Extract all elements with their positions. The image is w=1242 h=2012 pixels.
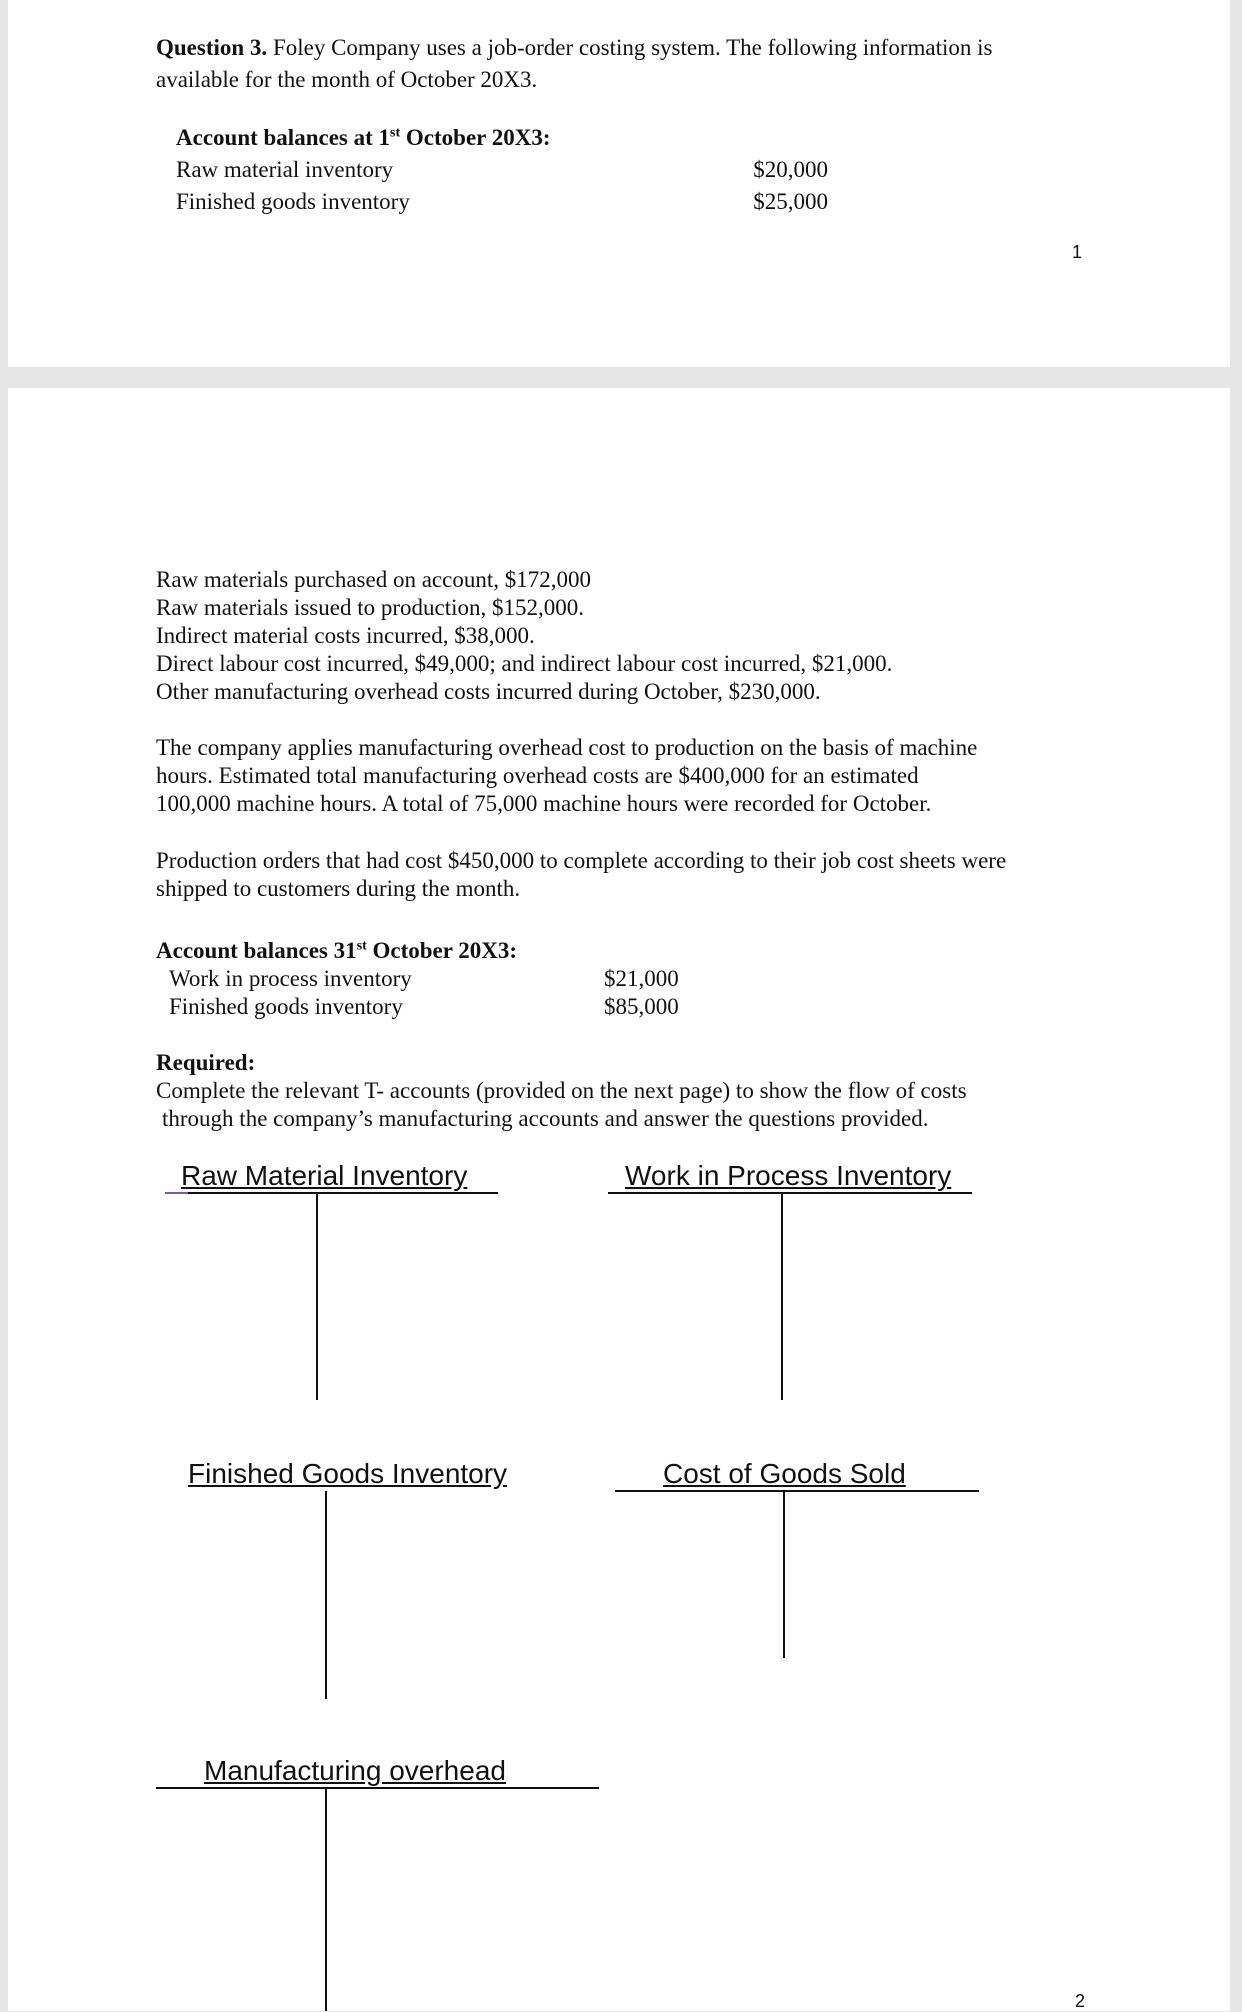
opening-balance-label: Raw material inventory — [176, 157, 394, 182]
opening-balances-heading: Account balances at 1st October 20X3: — [176, 125, 551, 150]
opening-balance-label: Finished goods inventory — [176, 189, 410, 214]
document-page-1 — [8, 0, 1230, 367]
t-account-raw-material-divider — [316, 1194, 318, 1400]
t-account-wip-top-line — [608, 1192, 972, 1194]
intro-text: Foley Company uses a job-order costing system. The following information is — [272, 35, 993, 60]
closing-balances-heading: Account balances 31st October 20X3: — [156, 938, 518, 963]
overhead-paragraph-line: hours. Estimated total manufacturing overhead costs are $400,000 for an estimated — [156, 763, 919, 788]
transaction-line: Indirect material costs incurred, $38,000. — [156, 623, 535, 648]
t-account-overhead-top-line — [156, 1787, 599, 1789]
closing-balance-label: Finished goods inventory — [169, 994, 403, 1019]
question-intro-line-2: available for the month of October 20X3. — [156, 67, 538, 92]
opening-balance-value: $20,000 — [753, 157, 828, 182]
page-number: 2 — [1075, 1991, 1086, 2011]
question-label: Question 3. — [156, 35, 268, 60]
t-account-finished-goods-divider — [325, 1491, 327, 1699]
document-page-2 — [8, 388, 1230, 2011]
t-account-title-finished-goods: Finished Goods Inventory — [188, 1458, 508, 1489]
t-account-title-cogs: Cost of Goods Sold — [663, 1458, 906, 1489]
t-account-title-raw-material: Raw Material Inventory — [181, 1160, 468, 1191]
transaction-line: Raw materials issued to production, $152,000. — [156, 595, 584, 620]
opening-balance-value: $25,000 — [753, 189, 828, 214]
closing-balance-label: Work in process inventory — [169, 966, 412, 991]
t-account-wip-divider — [781, 1194, 783, 1400]
t-account-title-work-in-process: Work in Process Inventory — [625, 1160, 952, 1191]
transaction-line: Direct labour cost incurred, $49,000; and indirect labour cost incurred, $21,000. — [156, 651, 893, 676]
page-number: 1 — [1072, 242, 1083, 262]
required-label: Required: — [156, 1050, 256, 1075]
t-account-cogs-top-line — [615, 1490, 979, 1492]
closing-balance-value: $85,000 — [604, 994, 679, 1019]
closing-balance-value: $21,000 — [604, 966, 679, 991]
overhead-paragraph-line: The company applies manufacturing overhead cost to production on the basis of machine — [156, 735, 978, 760]
t-account-raw-material-top-line — [188, 1192, 498, 1194]
transaction-line: Other manufacturing overhead costs incurred during October, $230,000. — [156, 679, 821, 704]
shipped-paragraph-line: shipped to customers during the month. — [156, 876, 521, 901]
t-account-cogs-divider — [783, 1492, 785, 1658]
required-text-line: through the company’s manufacturing accounts and answer the questions provided. — [162, 1106, 929, 1131]
transaction-line: Raw materials purchased on account, $172,000 — [156, 567, 591, 592]
shipped-paragraph-line: Production orders that had cost $450,000 to complete according to their job cost sheets were — [156, 848, 1007, 873]
question-intro-line-1 — [156, 33, 992, 62]
overhead-paragraph-line: 100,000 machine hours. A total of 75,000 machine hours were recorded for October. — [156, 791, 932, 816]
required-text-line: Complete the relevant T- accounts (provided on the next page) to show the flow of costs — [156, 1078, 967, 1103]
t-account-overhead-divider — [325, 1789, 327, 2011]
t-account-title-manufacturing-overhead: Manufacturing overhead — [204, 1755, 506, 1786]
